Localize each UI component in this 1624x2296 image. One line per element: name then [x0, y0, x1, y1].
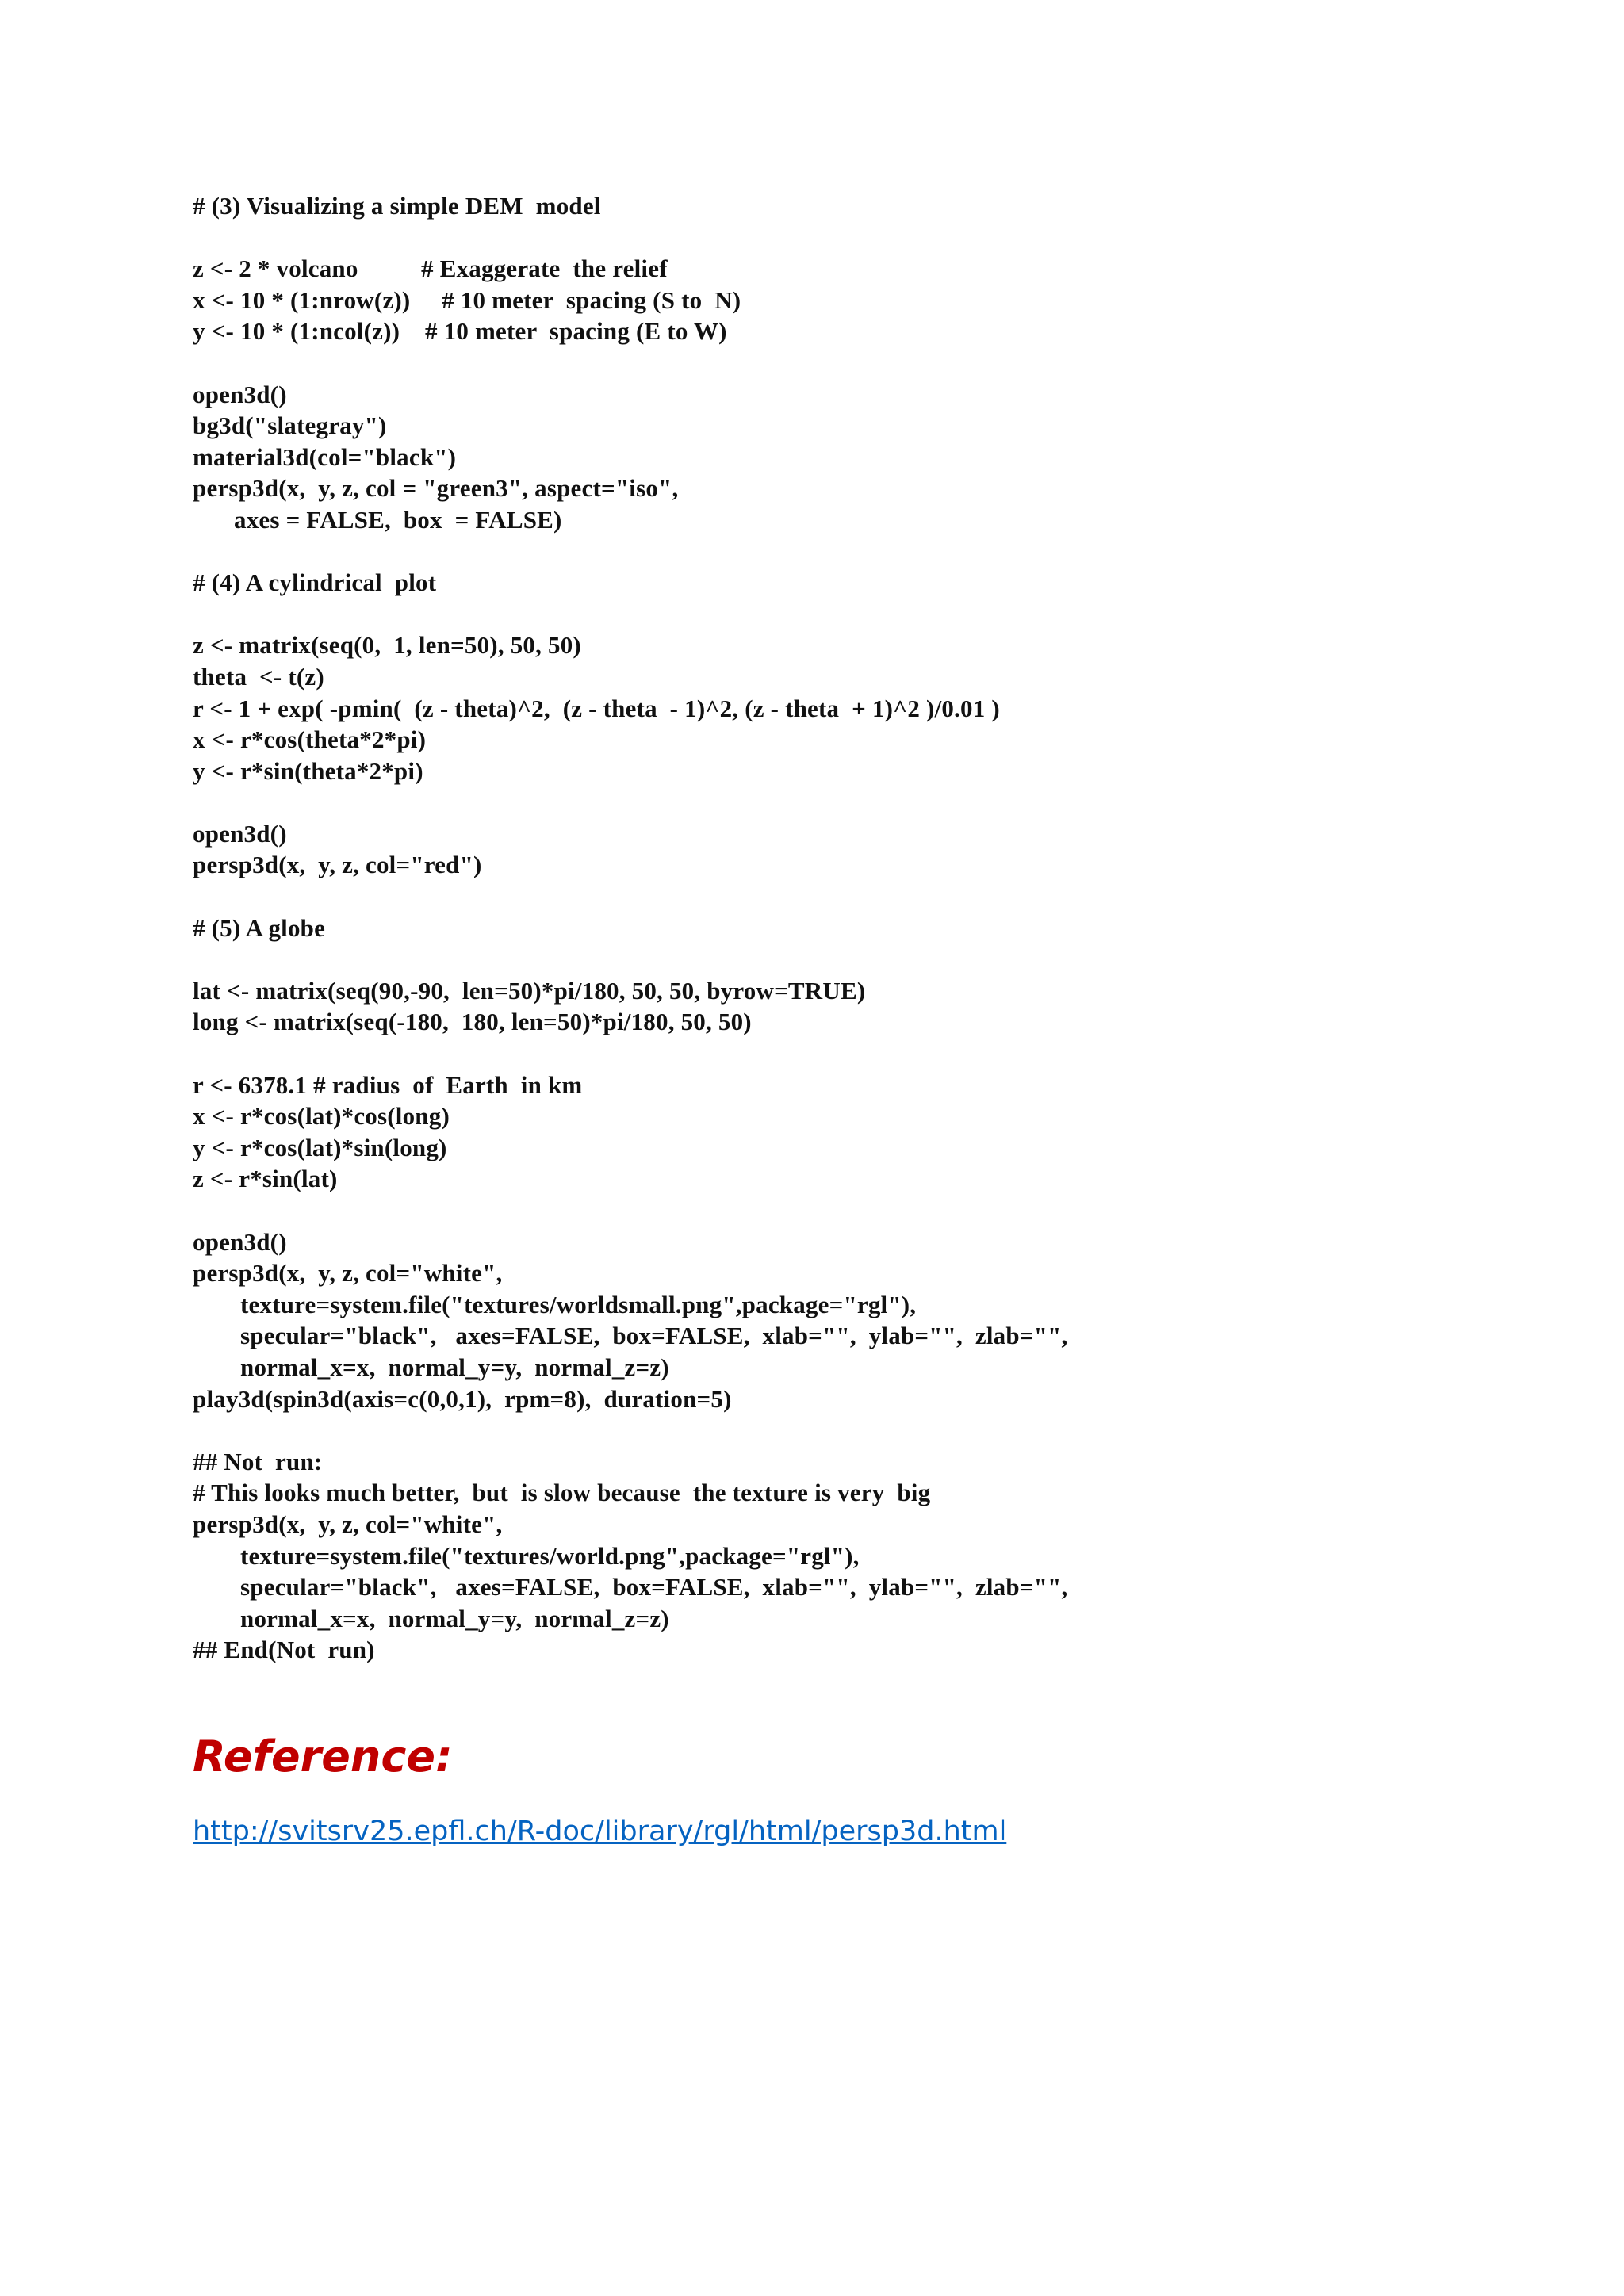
code-line: # This looks much better, but is slow because the texture is very big [193, 1479, 931, 1507]
section-5-comment: # (5) A globe [193, 913, 326, 942]
code-line: z <- matrix(seq(0, 1, len=50), 50, 50) [193, 631, 581, 660]
code-line: theta <- t(z) [193, 662, 324, 691]
blank-line [193, 1414, 1067, 1446]
reference-heading: Reference: [193, 1732, 453, 1781]
code-line: ## End(Not run) [193, 1636, 375, 1664]
blank-line [193, 943, 1067, 975]
code-line-indented: axes = FALSE, box = FALSE) [234, 505, 562, 534]
blank-line [193, 881, 1067, 913]
code-line-indented: texture=system.file("textures/world.png",package="rgl"), [240, 1541, 860, 1570]
code-line: open3d() [193, 1227, 287, 1256]
code-line: ## Not run: [193, 1447, 323, 1475]
code-line-indented: normal_x=x, normal_y=y, normal_z=z) [240, 1604, 669, 1632]
section-3-comment: # (3) Visualizing a simple DEM model [193, 192, 601, 220]
code-line: persp3d(x, y, z, col="white", [193, 1259, 503, 1288]
code-line: r <- 1 + exp( -pmin( (z - theta)^2, (z - theta - 1)^2, (z - theta + 1)^2 )/0.01 ) [193, 694, 1000, 722]
code-line: x <- 10 * (1:nrow(z)) # 10 meter spacing (S to N) [193, 285, 741, 314]
section-4-comment: # (4) A cylindrical plot [193, 568, 437, 597]
code-line: persp3d(x, y, z, col="red") [193, 851, 482, 879]
code-line: long <- matrix(seq(-180, 180, len=50)*pi/180, 50, 50) [193, 1008, 752, 1036]
code-line: persp3d(x, y, z, col = "green3", aspect="iso", [193, 474, 679, 503]
reference-link[interactable]: http://svitsrv25.epfl.ch/R-doc/library/rgl/html/persp3d.html [193, 1816, 1007, 1847]
code-line: r <- 6378.1 # radius of Earth in km [193, 1070, 583, 1099]
code-line: y <- r*sin(theta*2*pi) [193, 756, 423, 785]
code-line: y <- r*cos(lat)*sin(long) [193, 1133, 447, 1161]
blank-line [193, 536, 1067, 568]
code-line-indented: texture=system.file("textures/worldsmall.png",package="rgl"), [240, 1290, 917, 1318]
blank-line [193, 599, 1067, 630]
code-line: x <- r*cos(theta*2*pi) [193, 725, 427, 754]
code-line-indented: normal_x=x, normal_y=y, normal_z=z) [240, 1353, 669, 1381]
code-line: z <- r*sin(lat) [193, 1165, 338, 1193]
code-line-indented: specular="black", axes=FALSE, box=FALSE, xlab="", ylab="", zlab="", [240, 1322, 1068, 1350]
code-line: lat <- matrix(seq(90,-90, len=50)*pi/180, 50, 50, byrow=TRUE) [193, 976, 866, 1004]
code-line: y <- 10 * (1:ncol(z)) # 10 meter spacing (E to W) [193, 317, 727, 346]
code-line: material3d(col="black") [193, 442, 457, 471]
blank-line [193, 222, 1067, 254]
code-line: open3d() [193, 819, 287, 848]
blank-line [193, 1195, 1067, 1226]
code-block [193, 190, 1067, 1666]
code-line: x <- r*cos(lat)*cos(long) [193, 1102, 450, 1131]
blank-line [193, 347, 1067, 379]
code-line: z <- 2 * volcano # Exaggerate the relief [193, 254, 668, 283]
code-line: bg3d("slategray") [193, 411, 387, 440]
code-line-indented: specular="black", axes=FALSE, box=FALSE, xlab="", ylab="", zlab="", [240, 1573, 1068, 1601]
blank-line [193, 786, 1067, 818]
code-line: open3d() [193, 380, 287, 408]
blank-line [193, 1038, 1067, 1070]
code-line: play3d(spin3d(axis=c(0,0,1), rpm=8), duration=5) [193, 1384, 732, 1413]
code-line: persp3d(x, y, z, col="white", [193, 1510, 503, 1538]
